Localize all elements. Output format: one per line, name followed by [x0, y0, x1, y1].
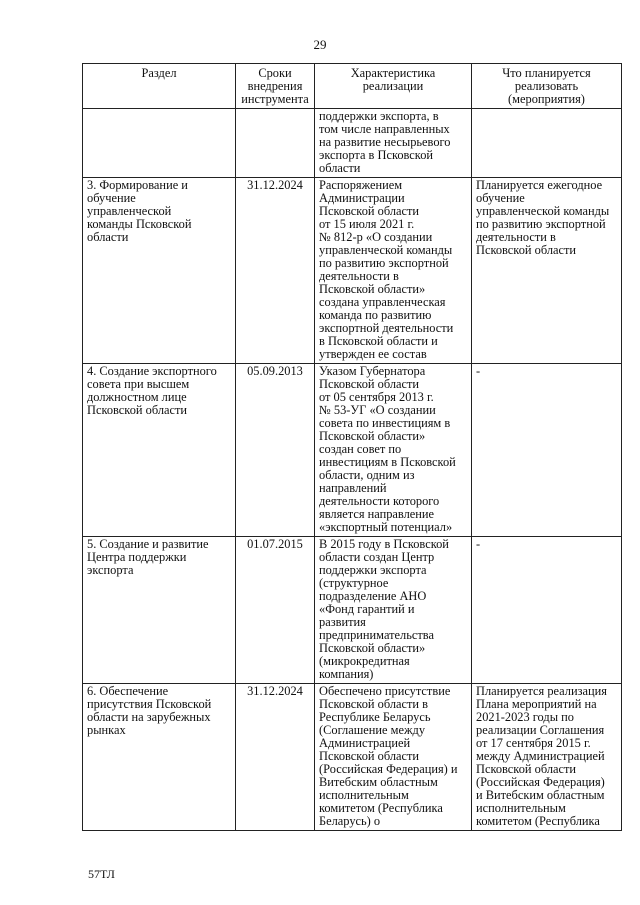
page-number: 29	[313, 37, 327, 52]
cell-section	[83, 109, 236, 178]
cell-plan: -	[472, 537, 622, 684]
cell-characteristic: Указом Губернатора Псковской области от 05 сентября 2013 г. № 53-УГ «О создании совета по инвестициям в Псковской области» создан совет по инвестициям в Псковской области, одним из направлений деятельности которого является направление «экспортный потенциал»	[315, 364, 472, 537]
table-row	[83, 178, 622, 364]
cell-characteristic: В 2015 году в Псковской области создан Центр поддержки экспорта (структурное подразделение АНО «Фонд гарантий и развития предпринимательства Псковской области» (микрокредитная компания)	[315, 537, 472, 684]
cell-date	[236, 109, 315, 178]
cell-characteristic: Обеспечено присутствие Псковской области в Республике Беларусь (Соглашение между Администрацией Псковской области (Российская Федерация) и Витебским областным исполнительным комитетом (Республика Беларусь) о	[315, 684, 472, 831]
cell-section: 3. Формирование и обучение управленческой команды Псковской области	[83, 178, 236, 364]
table-row	[83, 537, 622, 684]
header-section: Раздел	[83, 64, 236, 109]
table-row	[83, 109, 622, 178]
table-row	[83, 684, 622, 831]
cell-date: 31.12.2024	[236, 178, 315, 364]
cell-section: 4. Создание экспортного совета при высшем должностном лице Псковской области	[83, 364, 236, 537]
cell-plan: Планируется ежегодное обучение управленческой команды по развитию экспортной деятельности в Псковской области	[472, 178, 622, 364]
document-code: 57ТЛ	[88, 867, 115, 881]
measures-table	[82, 63, 622, 831]
cell-section: 5. Создание и развитие Центра поддержки экспорта	[83, 537, 236, 684]
header-dates: Сроки внедрения инструмента	[236, 64, 315, 109]
cell-date: 01.07.2015	[236, 537, 315, 684]
cell-date: 31.12.2024	[236, 684, 315, 831]
cell-date: 05.09.2013	[236, 364, 315, 537]
cell-plan: Планируется реализация Плана мероприятий на 2021-2023 годы по реализации Соглашения от 17 сентября 2015 г. между Администрацией Псковской области (Российская Федерация) и Витебским областным исполнительным комитетом (Республика	[472, 684, 622, 831]
table-row	[83, 364, 622, 537]
cell-plan	[472, 109, 622, 178]
header-characteristic: Характеристика реализации	[315, 64, 472, 109]
cell-section: 6. Обеспечение присутствия Псковской области на зарубежных рынках	[83, 684, 236, 831]
table-header-row	[83, 64, 622, 109]
cell-characteristic: поддержки экспорта, в том числе направленных на развитие несырьевого экспорта в Псковской области	[315, 109, 472, 178]
cell-plan: -	[472, 364, 622, 537]
cell-characteristic: Распоряжением Администрации Псковской области от 15 июля 2021 г. № 812-р «О создании управленческой команды по развитию экспортной деятельности в Псковской области» создана управленческая команда по развитию экспортной деятельности в Псковской области и утвержден ее состав	[315, 178, 472, 364]
header-plan: Что планируется реализовать (мероприятия)	[472, 64, 622, 109]
